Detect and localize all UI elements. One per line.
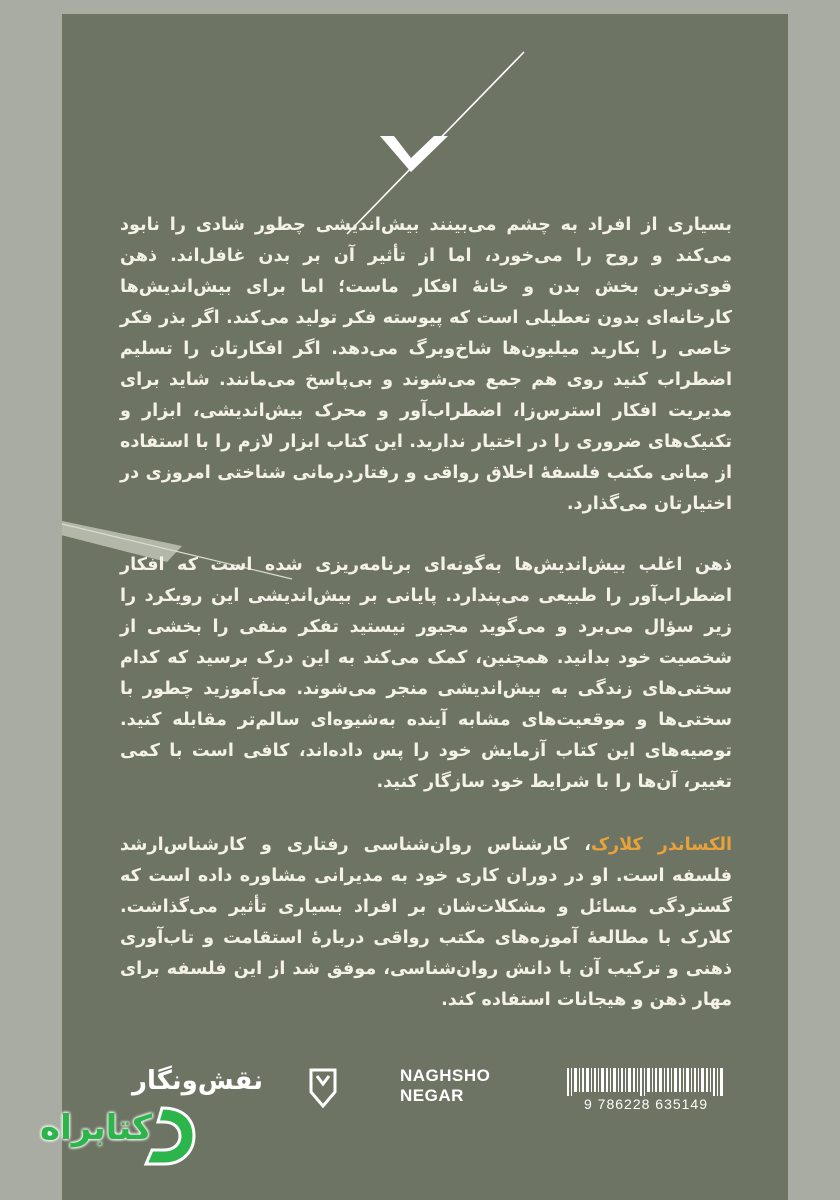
publisher-name-latin (400, 1066, 490, 1106)
isbn-number: 9 786228 635149 (584, 1096, 708, 1112)
checkmark-icon (380, 136, 448, 172)
description-paragraph-2: ذهن اغلب بیش‌اندیش‌ها به‌گونه‌ای برنامه‌ریزی شده است که افکار اضطراب‌آور را طبیعی می‌پندارد. پایانی بر بیش‌اندیشی این رویکرد را زیر سؤال می‌برد و می‌گوید مجبور نیستید تفکر منفی را بخشی از شخصیت خود بدانید. همچنین، کمک می‌کند به این درک برسید که کدام سختی‌های زندگی به بیش‌اندیشی منجر می‌شوند. می‌آموزید چطور با سختی‌ها و موقعیت‌های مشابه آینده به‌شیوه‌ای سالم‌تر مقابله کنید. توصیه‌های این کتاب آزمایش خود را پس داده‌اند، کافی است با کمی تغییر، آن‌ها را با شرایط خود سازگار کنید. (120, 555, 732, 792)
publisher-logo-icon (309, 1068, 337, 1108)
author-name: الکساندر کلارک (590, 835, 732, 855)
publisher-name-farsi: نقش‌ونگار (132, 1066, 264, 1096)
barcode (567, 1068, 725, 1096)
author-bio-paragraph (120, 830, 732, 1016)
author-bio-text: ، کارشناس روان‌شناسی رفتاری و کارشناس‌ارشد فلسفه است. او در دوران کاری خود به مدیرانی مشاوره داده است که گستردگی مسائل و مشکلات‌شان بر افراد بسیاری تأثیر می‌گذاشت. کلارک با مطالعهٔ آموزه‌های مکتب رواقی دربارهٔ استقامت و تاب‌آوری ذهنی و ترکیب آن با دانش روان‌شناسی، موفق شد از این فلسفه برای مهار ذهن و هیجانات استفاده کند. (120, 835, 732, 1010)
description-paragraph-1: بسیاری از افراد به چشم می‌بینند بیش‌اندیشی چطور شادی را نابود می‌کند و روح را می‌خورد، اما از تأثیر آن بر بدن غافل‌اند. ذهن قوی‌ترین بخش بدن و خانهٔ افکار ماست؛ اما برای بیش‌اندیش‌ها کارخانه‌ای بدون تعطیلی است که پیوسته فکر تولید می‌کند. اگر بذر فکر خاصی را بکارید میلیون‌ها شاخ‌وبرگ می‌دهد. اگر افکارتان را تسلیم اضطراب کنید روی هم جمع می‌شوند و بی‌پاسخ می‌مانند. شاید برای مدیریت افکار استرس‌زا، اضطراب‌آور و محرک بیش‌اندیشی، ابزار و تکنیک‌های ضروری را در اختیار ندارید. این کتاب ابزار لازم را با استفاده از مبانی مکتب فلسفهٔ اخلاق رواقی و رفتاردرمانی شناختی امروزی در اختیارتان می‌گذارد. (120, 215, 732, 514)
publisher-latin-line-1: NAGHSHO (400, 1066, 491, 1085)
back-cover (62, 14, 788, 1200)
watermark-text: کتابراه (40, 1108, 153, 1148)
publisher-latin-line-2: NEGAR (400, 1086, 464, 1105)
